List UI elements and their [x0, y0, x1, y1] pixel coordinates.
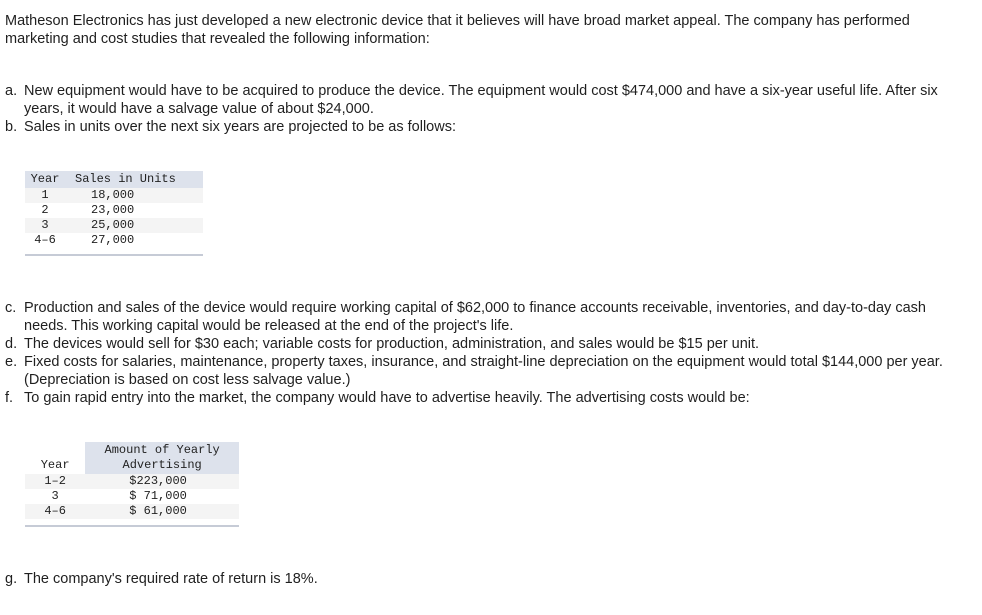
sales-year-cell: 4–6 [34, 233, 56, 247]
item-b [5, 118, 965, 136]
sales-units-cell: 27,000 [91, 233, 135, 247]
sales-units-cell: 25,000 [65, 218, 203, 233]
item-c [5, 299, 965, 335]
adv-header-amount: Amount of Yearly Advertising [85, 442, 239, 474]
item-c-label: c. [5, 300, 17, 316]
adv-year-cell: 3 [51, 489, 59, 503]
table-row [25, 203, 203, 218]
adv-amount-cell: $ 71,000 [129, 489, 187, 503]
table-row [25, 188, 203, 203]
item-b-text: Sales in units over the next six years are projected to be as follows: [24, 119, 456, 135]
item-c-text: Production and sales of the device would require working capital of $62,000 to finance accounts receivable, inventories, and day-to-day cash needs. This working capital would be released at the end of the project's life. [24, 300, 926, 334]
table-row [25, 474, 239, 489]
sales-table [25, 171, 203, 256]
sales-year-cell: 2 [41, 203, 49, 217]
item-d-text: The devices would sell for $30 each; variable costs for production, administration, and sales would be $15 per unit. [24, 336, 760, 352]
sales-table-header [25, 171, 203, 188]
item-g-text: The company's required rate of return is 18%. [24, 571, 318, 587]
sales-units-cell: 23,000 [91, 203, 135, 217]
advertising-table-header [25, 442, 239, 474]
item-f-text: To gain rapid entry into the market, the company would have to advertise heavily. The advertising costs would be: [24, 390, 750, 406]
sales-header-year: Year [25, 171, 65, 188]
item-d [5, 335, 965, 353]
item-e [5, 353, 965, 389]
item-d-label: d. [5, 336, 18, 352]
table-row [25, 233, 203, 248]
sales-header-units: Sales in Units [65, 171, 203, 188]
item-e-label: e. [5, 354, 18, 370]
sales-table-footer-rule [25, 248, 203, 255]
item-b-label: b. [5, 119, 18, 135]
advertising-table-footer-rule [25, 519, 239, 526]
item-f [5, 389, 965, 407]
item-f-label: f. [5, 390, 14, 406]
advertising-table [25, 442, 239, 527]
item-g [5, 570, 965, 588]
sales-units-cell: 18,000 [65, 188, 203, 203]
item-g-label: g. [5, 571, 18, 587]
sales-year-cell: 3 [25, 218, 65, 233]
item-a [5, 82, 965, 118]
adv-amount-cell: $ 61,000 [85, 504, 239, 519]
adv-year-cell: 4–6 [25, 504, 85, 519]
table-row [25, 504, 239, 519]
item-e-text: Fixed costs for salaries, maintenance, property taxes, insurance, and straight-line depreciation on the equipment would total $144,000 per year. (Depreciation is based on cost less salvage value.) [24, 354, 943, 388]
item-a-text: New equipment would have to be acquired to produce the device. The equipment would cost $474,000 and have a six-year useful life. After six years, it would have a salvage value of about $24,000. [24, 83, 938, 117]
item-a-label: a. [5, 83, 18, 99]
adv-amount-cell: $223,000 [85, 474, 239, 489]
sales-year-cell: 1 [25, 188, 65, 203]
adv-year-cell: 1–2 [25, 474, 85, 489]
table-row [25, 218, 203, 233]
adv-header-year: Year [25, 442, 85, 474]
table-row [25, 489, 239, 504]
intro-paragraph: Matheson Electronics has just developed a new electronic device that it believes will have broad market appeal. The company has performed marketing and cost studies that revealed the following information: [5, 13, 910, 47]
